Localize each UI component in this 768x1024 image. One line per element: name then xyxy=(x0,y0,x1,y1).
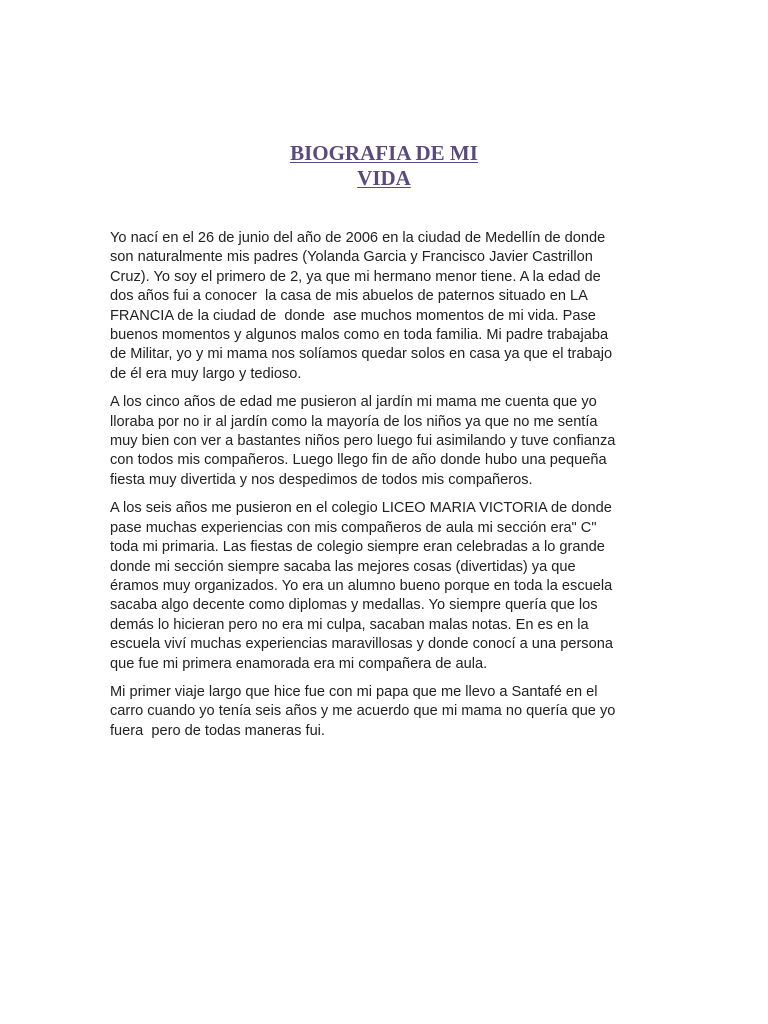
text-line: donde mi sección siempre sacaba las mejores cosas (divertidas) ya que xyxy=(110,558,576,575)
text-line: de él era muy largo y tedioso. xyxy=(110,365,302,382)
paragraph-4 xyxy=(110,683,658,741)
title-line: VIDA xyxy=(357,166,411,190)
text-line: toda mi primaria. Las fiestas de colegio siempre eran celebradas a lo grande xyxy=(110,539,605,556)
text-line: demás lo hicieran pero no era mi culpa, sacaban malas notas. En es en la xyxy=(110,616,589,633)
text-line: A los cinco años de edad me pusieron al jardín mi mama me cuenta que yo xyxy=(110,394,597,411)
text-line: dos años fui a conocer la casa de mis abuelos de paternos situado en LA xyxy=(110,288,588,305)
text-line: escuela viví muchas experiencias maravillosas y donde conocí a una persona xyxy=(110,636,613,653)
document-title xyxy=(0,141,768,191)
paragraph-3 xyxy=(110,499,658,674)
text-line: sacaba algo decente como diplomas y medallas. Yo siempre quería que los xyxy=(110,597,598,614)
text-line: con todos mis compañeros. Luego llego fin de año donde hubo una pequeña xyxy=(110,452,607,469)
paragraph-1 xyxy=(110,229,658,384)
text-line: fiesta muy divertida y nos despedimos de todos mis compañeros. xyxy=(110,471,533,488)
title-line: BIOGRAFIA DE MI xyxy=(290,141,478,165)
text-line: Cruz). Yo soy el primero de 2, ya que mi hermano menor tiene. A la edad de xyxy=(110,268,601,285)
text-line: buenos momentos y algunos malos como en toda familia. Mi padre trabajaba xyxy=(110,327,609,344)
text-line: éramos muy organizados. Yo era un alumno bueno porque en toda la escuela xyxy=(110,577,613,594)
text-line: lloraba por no ir al jardín como la mayoría de los niños ya que no me sentía xyxy=(110,413,598,430)
text-line: son naturalmente mis padres (Yolanda Garcia y Francisco Javier Castrillon xyxy=(110,249,593,266)
paragraph-2 xyxy=(110,393,658,490)
text-line: Yo nací en el 26 de junio del año de 2006 en la ciudad de Medellín de donde xyxy=(110,230,606,246)
text-line: Mi primer viaje largo que hice fue con mi papa que me llevo a Santafé en el xyxy=(110,683,598,700)
document-body xyxy=(110,229,658,750)
text-line: pase muchas experiencias con mis compañeros de aula mi sección era" C" xyxy=(110,519,597,536)
text-line: que fue mi primera enamorada era mi compañera de aula. xyxy=(110,655,488,672)
text-line: A los seis años me pusieron en el colegio LICEO MARIA VICTORIA de donde xyxy=(110,500,612,517)
text-line: de Militar, yo y mi mama nos solíamos quedar solos en casa ya que el trabajo xyxy=(110,346,613,363)
text-line: fuera pero de todas maneras fui. xyxy=(110,722,325,739)
text-line: carro cuando yo tenía seis años y me acuerdo que mi mama no quería que yo xyxy=(110,703,616,720)
text-line: FRANCIA de la ciudad de donde ase muchos momentos de mi vida. Pase xyxy=(110,307,596,324)
text-line: muy bien con ver a bastantes niños pero luego fui asimilando y tuve confianza xyxy=(110,433,616,450)
